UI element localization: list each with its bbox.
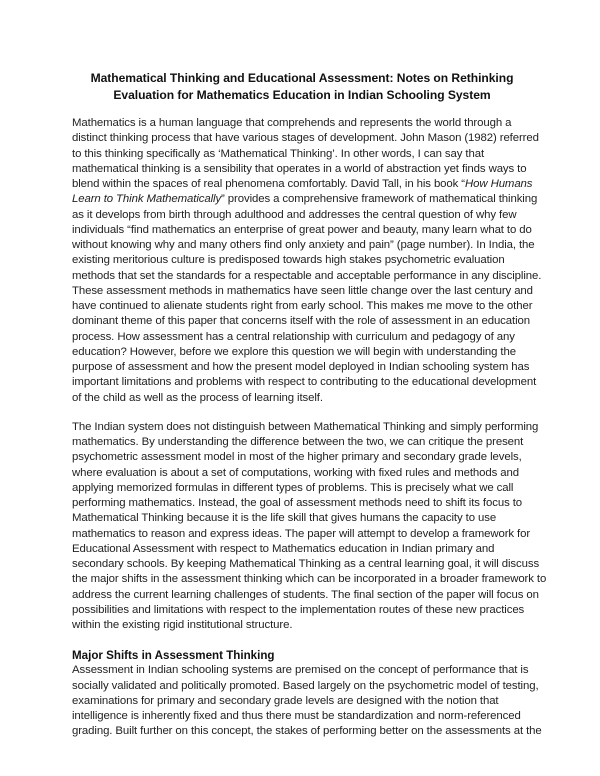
text-line: mathematics. By understanding the difference between the two, we can critique the present bbox=[72, 436, 524, 448]
text-line: These assessment methods in mathematics have seen little change over the last century and bbox=[72, 284, 533, 297]
text-line: Mathematical Thinking because it is the life skill that gives humans the capacity to use bbox=[72, 512, 497, 525]
text-line: important limitations and problems with respect to contributing to the educational development bbox=[72, 376, 537, 389]
text-line: within the existing rigid institutional structure. bbox=[72, 619, 293, 631]
text-line: mathematical thinking is a sensibility that operates in a world of abstraction yet finds ways to bbox=[72, 162, 527, 175]
text-line: Assessment in Indian schooling systems are premised on the concept of performance that is bbox=[72, 664, 529, 677]
text-line: education? However, before we explore this question we will begin with understanding the bbox=[72, 345, 516, 358]
text-segment: blend within the spaces of real phenomena comfortably. David Tall, in his book “ bbox=[72, 178, 466, 190]
paragraph-intro bbox=[72, 116, 542, 406]
text-line: Educational Assessment with respect to Mathematics education in Indian primary and bbox=[72, 542, 495, 555]
text-line: to this thinking specifically as ‘Mathematical Thinking’. In other words, I can say that bbox=[72, 147, 485, 160]
book-title-italic: How Humans bbox=[465, 178, 533, 190]
text-line: process. How assessment has a central relationship with curriculum and pedagogy of any bbox=[72, 330, 515, 343]
text-line: individuals “find mathematics an enterprise of great power and beauty, many learn what to do bbox=[72, 223, 532, 236]
document-page bbox=[72, 70, 547, 740]
text-line: without knowing why and many others find only anxiety and pain” (page number). In India, the bbox=[72, 239, 535, 251]
text-line: psychometric assessment model in most of the higher primary and secondary grade levels, bbox=[72, 451, 522, 464]
title-line: Evaluation for Mathematics Education in Indian Schooling System bbox=[113, 87, 491, 102]
text-line: methods that set the standards for a respectable and acceptable performance in any discipline. bbox=[72, 269, 542, 282]
section-heading: Major Shifts in Assessment Thinking bbox=[72, 649, 275, 663]
text-line: mathematics to reason and express ideas. The paper will attempt to develop a framework for bbox=[72, 527, 531, 540]
paper-title bbox=[62, 70, 542, 103]
text-line: dominant theme of this paper that concerns itself with the role of assessment in an education bbox=[72, 315, 530, 328]
text-line: as it develops from birth through adulthood and addresses the central question of why few bbox=[72, 208, 517, 221]
text-line: of the child as well as the process of learning itself. bbox=[72, 391, 323, 404]
text-line: examinations for primary and secondary grade levels are designed with the notion that bbox=[72, 694, 499, 707]
text-line: the major shifts in the assessment thinking which can be incorporated in a broader framework to bbox=[72, 573, 547, 586]
paragraph-third bbox=[72, 663, 542, 739]
text-line: The Indian system does not distinguish between Mathematical Thinking and simply performing bbox=[72, 420, 539, 433]
text-line: possibilities and limitations with respect to the implementation routes of these new practices bbox=[72, 603, 525, 616]
title-line: Mathematical Thinking and Educational Assessment: Notes on Rethinking bbox=[90, 71, 514, 85]
text-line: socially validated and politically promoted. Based largely on the psychometric model of testing, bbox=[72, 679, 539, 692]
text-line: performing mathematics. Instead, the goal of assessment methods need to shift its focus to bbox=[72, 497, 523, 509]
book-title-italic: Learn to Think Mathematically bbox=[72, 193, 222, 206]
text-line: distinct thinking process that have various stages of development. John Mason (1982) referred bbox=[72, 132, 539, 145]
text-line: intelligence is inherently fixed and thus there must be standardization and norm-referenced bbox=[72, 710, 521, 722]
text-line: secondary schools. By keeping Mathematical Thinking as a central learning goal, it will discuss bbox=[72, 558, 540, 570]
text-line: address the current learning challenges of students. The final section of the paper will focus on bbox=[72, 588, 539, 601]
text-line: Mathematics is a human language that comprehends and represents the world through a bbox=[72, 117, 512, 129]
text-line: have continued to alienate students right from early school. This makes me move to the other bbox=[72, 300, 533, 312]
text-line: applying memorized formulas in different types of problems. This is precisely what we call bbox=[72, 481, 514, 494]
text-line: grading. Built further on this concept, the stakes of performing better on the assessments at the bbox=[72, 725, 542, 738]
text-segment: ” provides a comprehensive framework of mathematical thinking bbox=[221, 193, 538, 206]
paragraph-second bbox=[72, 420, 547, 634]
text-line bbox=[72, 192, 538, 207]
text-line bbox=[72, 177, 532, 192]
text-line: purpose of assessment and how the present model deployed in Indian schooling system has bbox=[72, 361, 530, 373]
text-line: where evaluation is about a set of computations, working with fixed rules and methods and bbox=[72, 466, 519, 479]
text-line: existing meritorious culture is predisposed towards high stakes psychometric evaluation bbox=[72, 254, 505, 267]
